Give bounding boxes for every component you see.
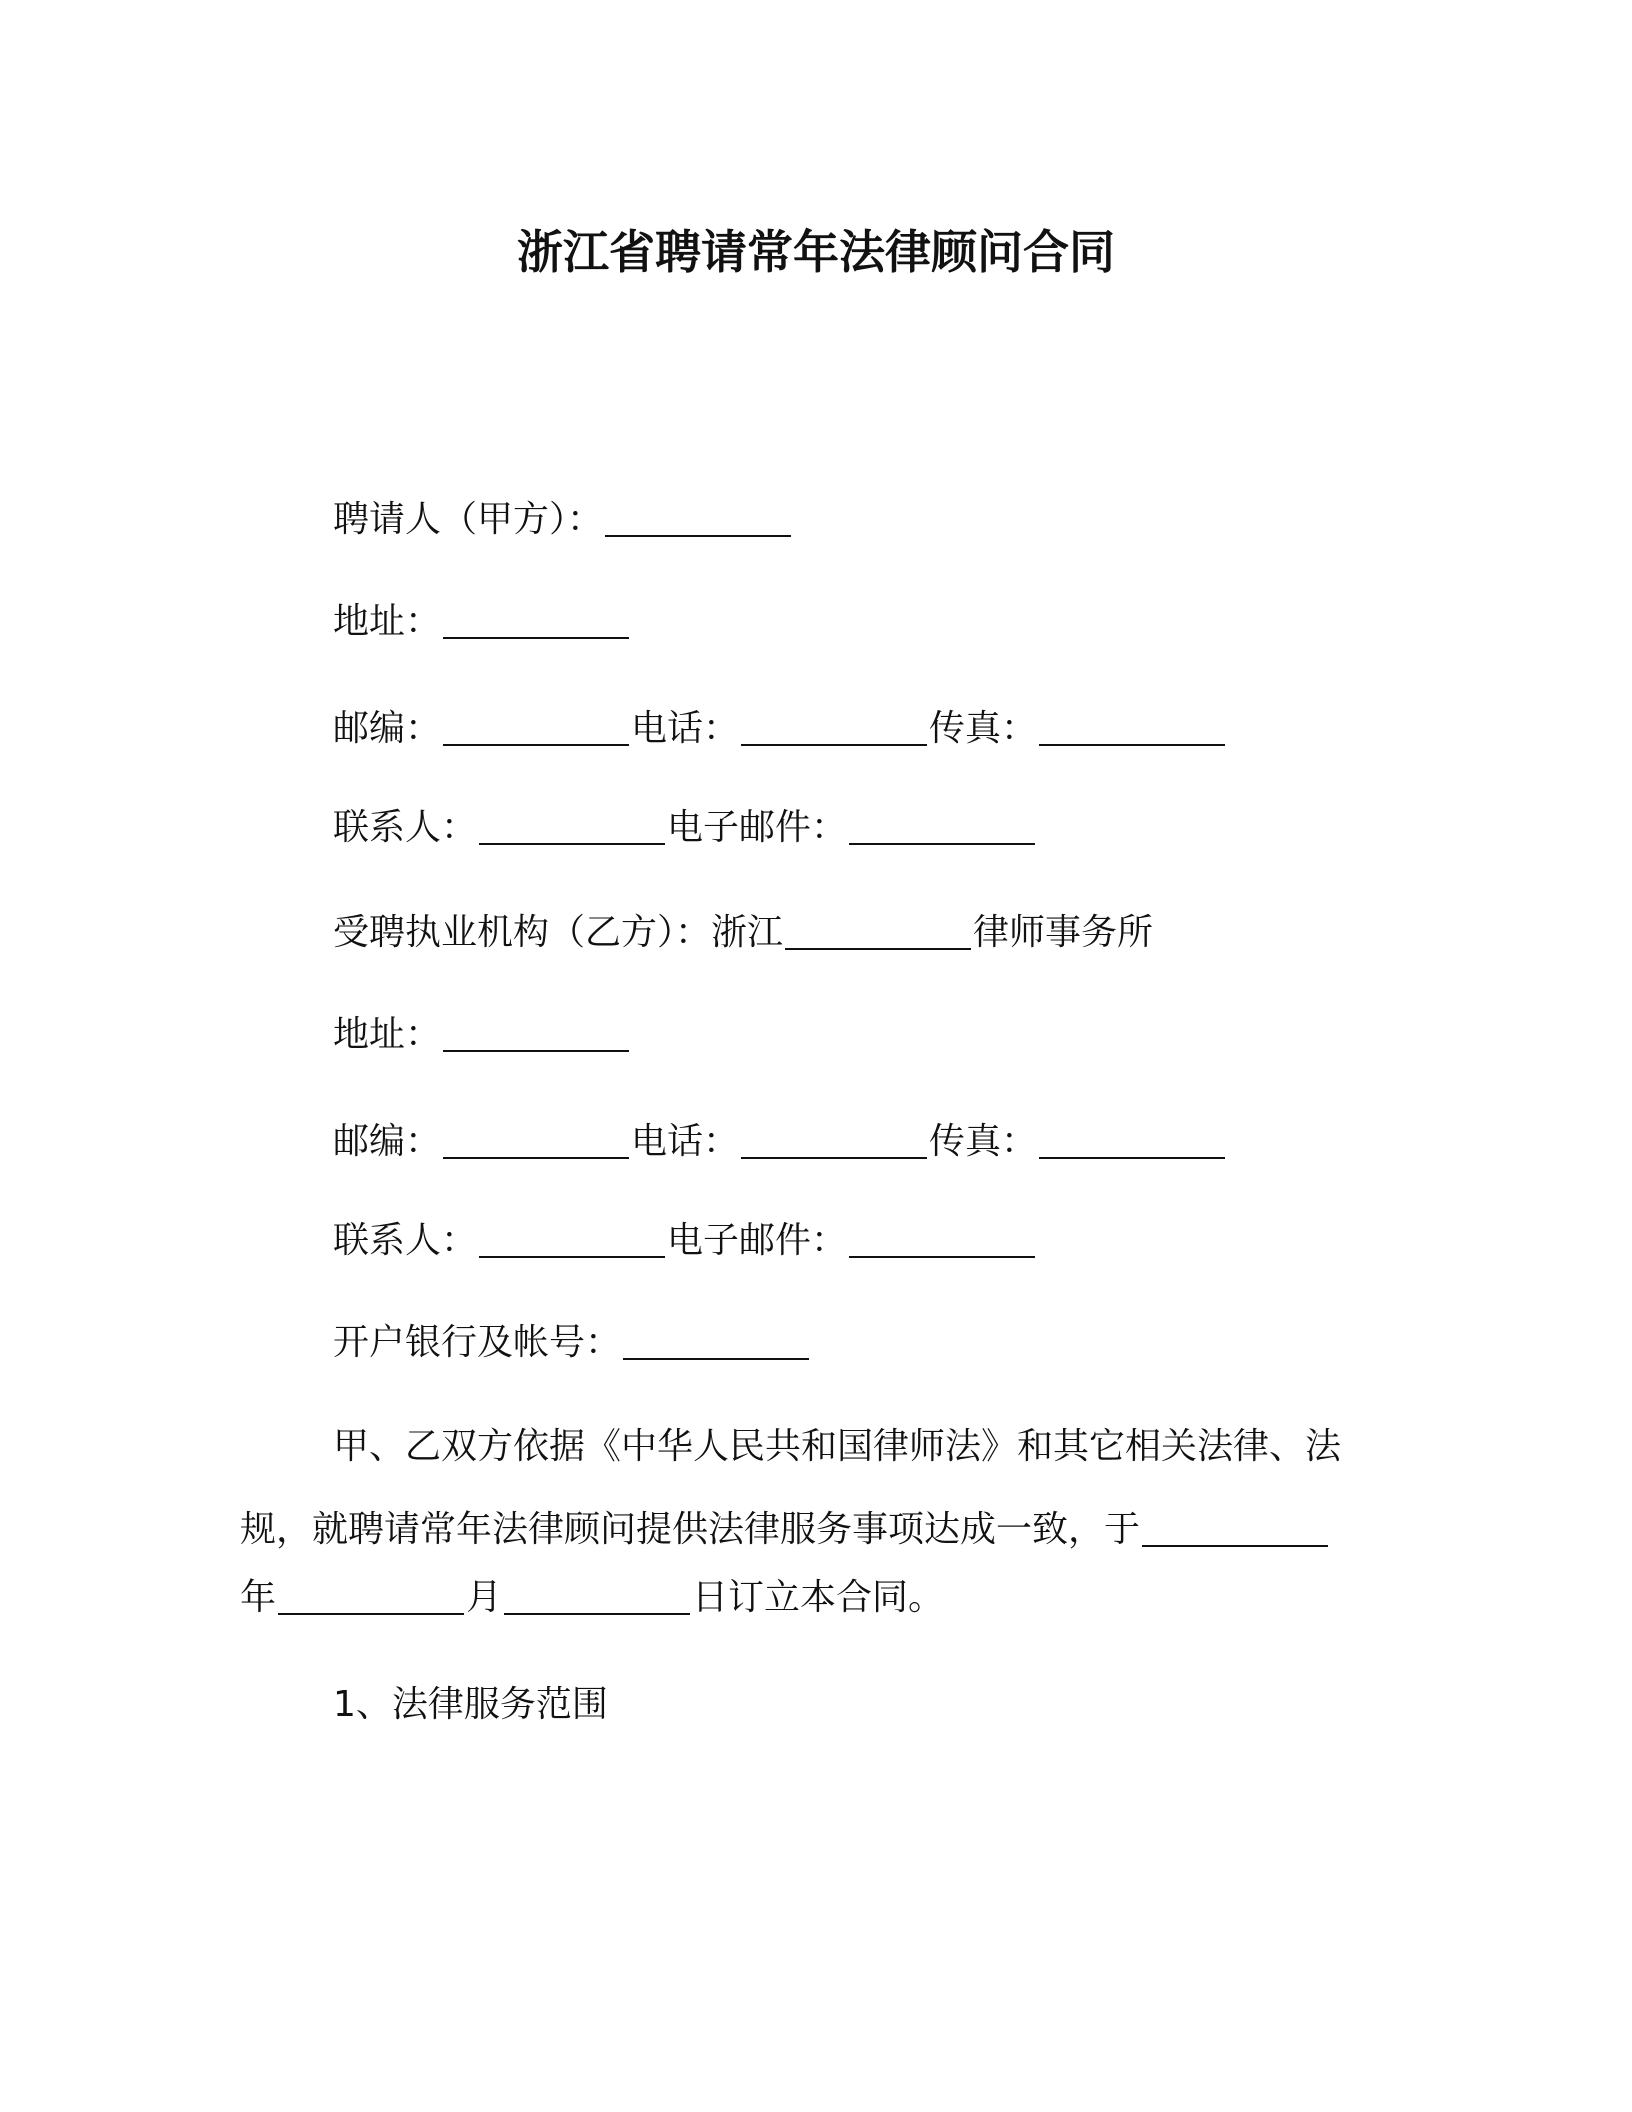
party-b-phone-label: 电话： [631, 1121, 740, 1162]
preamble-line-1 [333, 1422, 1341, 1472]
party-b-postcode-label: 邮编： [333, 1121, 442, 1162]
preamble-line-3 [240, 1573, 944, 1623]
party-a-contact-blank[interactable] [479, 843, 665, 845]
party-a-contact-line [333, 803, 1037, 853]
party-a-fax-label: 传真： [929, 708, 1038, 749]
party-b-postcode-blank[interactable] [443, 1157, 629, 1159]
party-a-postcode-label: 邮编： [333, 708, 442, 749]
day-label: 日订立本合同。 [692, 1577, 945, 1618]
party-a-employer-label: 聘请人（甲方）： [333, 499, 604, 540]
party-a-fax-blank[interactable] [1039, 744, 1225, 746]
party-b-email-blank[interactable] [849, 1256, 1035, 1258]
party-b-phone-blank[interactable] [741, 1157, 927, 1159]
party-b-bank-label: 开户银行及帐号： [333, 1322, 622, 1363]
party-b-address-blank[interactable] [443, 1050, 629, 1052]
party-b-employer-line [333, 908, 1153, 958]
party-b-contact-blank[interactable] [479, 1256, 665, 1258]
party-b-contact-info-line [333, 1117, 1227, 1167]
party-a-employer-line [333, 495, 793, 545]
party-b-firm-name-blank[interactable] [785, 948, 971, 950]
party-a-contact-info-line [333, 704, 1227, 754]
party-a-postcode-blank[interactable] [443, 744, 629, 746]
party-b-employer-label: 受聘执业机构（乙方）： [333, 912, 712, 953]
party-a-address-blank[interactable] [443, 637, 629, 639]
party-b-fax-label: 传真： [929, 1121, 1038, 1162]
preamble-text-1: 甲、乙双方依据《中华人民共和国律师法》和其它相关法律、法 [333, 1426, 1342, 1467]
party-b-email-label: 电子邮件： [667, 1220, 848, 1261]
party-a-contact-label: 联系人： [333, 807, 478, 848]
contract-day-blank[interactable] [504, 1613, 690, 1615]
party-a-phone-label: 电话： [631, 708, 740, 749]
preamble-line-2 [240, 1505, 1330, 1555]
party-a-address-label: 地址： [333, 601, 442, 642]
party-b-bank-line [333, 1318, 811, 1368]
section-1-title: 1、法律服务范围 [333, 1684, 608, 1725]
document-title: 浙江省聘请常年法律顾问合同 [517, 225, 1115, 279]
party-b-employer-suffix: 律师事务所 [973, 912, 1154, 953]
party-a-employer-blank[interactable] [605, 535, 791, 537]
preamble-text-2: 规，就聘请常年法律顾问提供法律服务事项达成一致，于 [240, 1509, 1141, 1550]
party-a-phone-blank[interactable] [741, 744, 927, 746]
party-b-fax-blank[interactable] [1039, 1157, 1225, 1159]
party-a-email-label: 电子邮件： [667, 807, 848, 848]
party-a-email-blank[interactable] [849, 843, 1035, 845]
party-b-address-line [333, 1010, 631, 1060]
party-b-contact-label: 联系人： [333, 1220, 478, 1261]
party-b-bank-blank[interactable] [623, 1358, 809, 1360]
contract-year-blank[interactable] [1142, 1545, 1328, 1547]
year-label: 年 [240, 1577, 277, 1618]
section-1-heading [333, 1680, 608, 1730]
party-b-address-label: 地址： [333, 1014, 442, 1055]
party-a-address-line [333, 597, 631, 647]
party-b-contact-line [333, 1216, 1037, 1266]
party-b-employer-prefix: 浙江 [711, 912, 784, 953]
month-label: 月 [466, 1577, 503, 1618]
contract-month-blank[interactable] [278, 1613, 464, 1615]
